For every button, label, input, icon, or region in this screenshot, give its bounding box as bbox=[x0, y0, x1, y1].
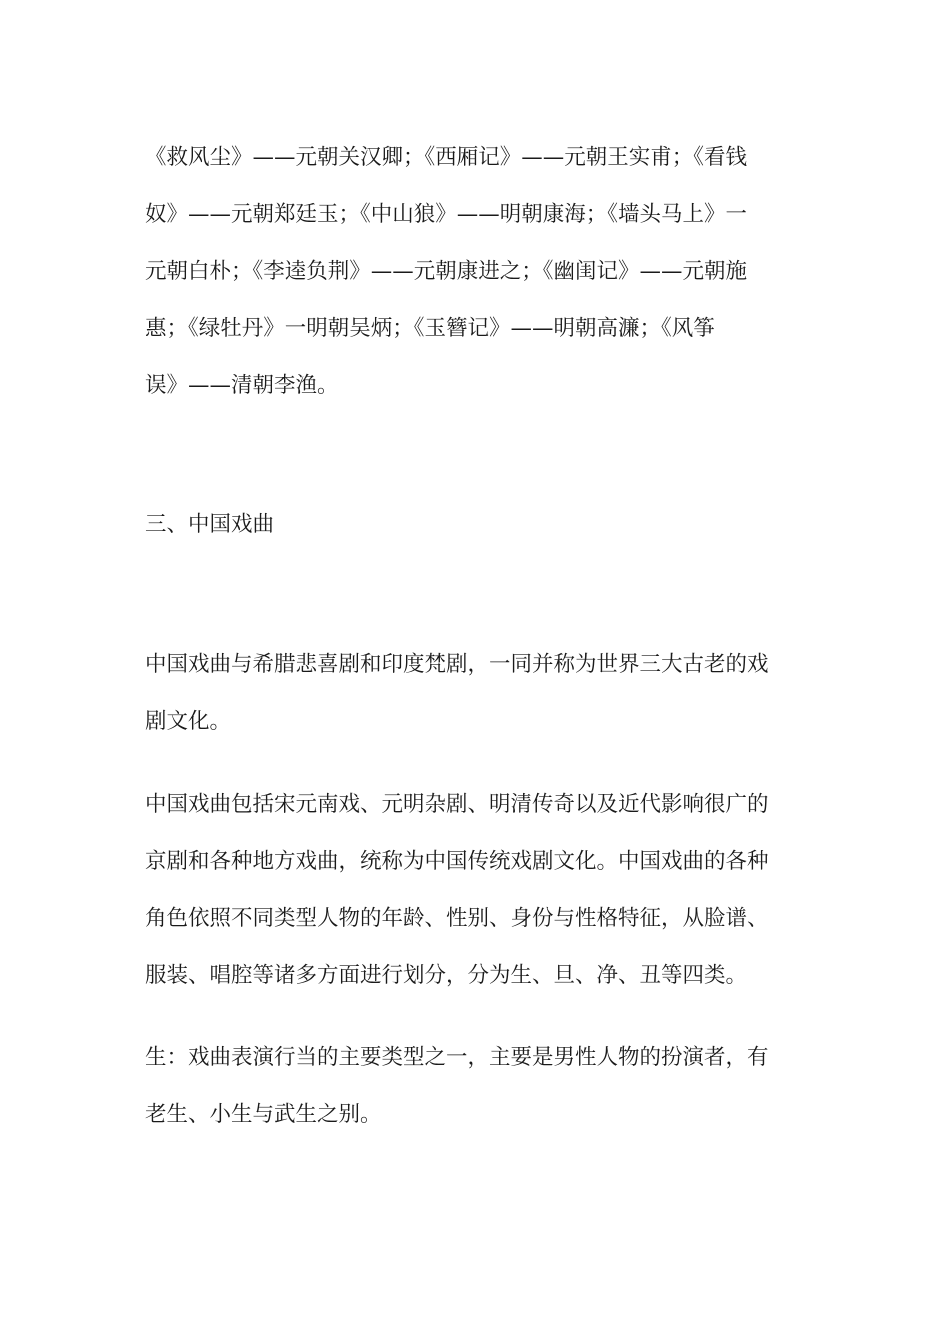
text-line: 《救风尘》——元朝关汉卿；《西厢记》——元朝王实甫；《看钱 bbox=[145, 145, 748, 170]
section-heading bbox=[145, 496, 810, 553]
text-line: 元朝白朴；《李逵负荆》——元朝康进之；《幽闺记》——元朝施 bbox=[145, 259, 748, 284]
text-line: 惠；《绿牡丹》一明朝吴炳；《玉簪记》——明朝高濂；《风筝 bbox=[145, 316, 715, 341]
text-line: 生：戏曲表演行当的主要类型之一，主要是男性人物的扮演者，有 bbox=[145, 1045, 769, 1070]
section-heading-text: 三、中国戏曲 bbox=[145, 512, 275, 537]
text-line: 剧文化。 bbox=[145, 709, 232, 734]
paragraph-plays-list bbox=[145, 129, 810, 414]
text-line: 中国戏曲包括宋元南戏、元明杂剧、明清传奇以及近代影响很广的 bbox=[145, 792, 769, 817]
paragraph-sheng-role bbox=[145, 1029, 810, 1143]
text-line: 角色依照不同类型人物的年龄、性别、身份与性格特征，从脸谱、 bbox=[145, 906, 769, 931]
text-line: 老生、小生与武生之别。 bbox=[145, 1102, 382, 1127]
paragraph-intro bbox=[145, 636, 810, 750]
text-line: 误》——清朝李渔。 bbox=[145, 373, 339, 398]
paragraph-categories bbox=[145, 776, 810, 1004]
text-line: 服装、唱腔等诸多方面进行划分，分为生、旦、净、丑等四类。 bbox=[145, 963, 748, 988]
text-line: 奴》——元朝郑廷玉；《中山狼》——明朝康海；《墙头马上》一 bbox=[145, 202, 748, 227]
text-line: 京剧和各种地方戏曲，统称为中国传统戏剧文化。中国戏曲的各种 bbox=[145, 849, 769, 874]
text-line: 中国戏曲与希腊悲喜剧和印度梵剧，一同并称为世界三大古老的戏 bbox=[145, 652, 769, 677]
